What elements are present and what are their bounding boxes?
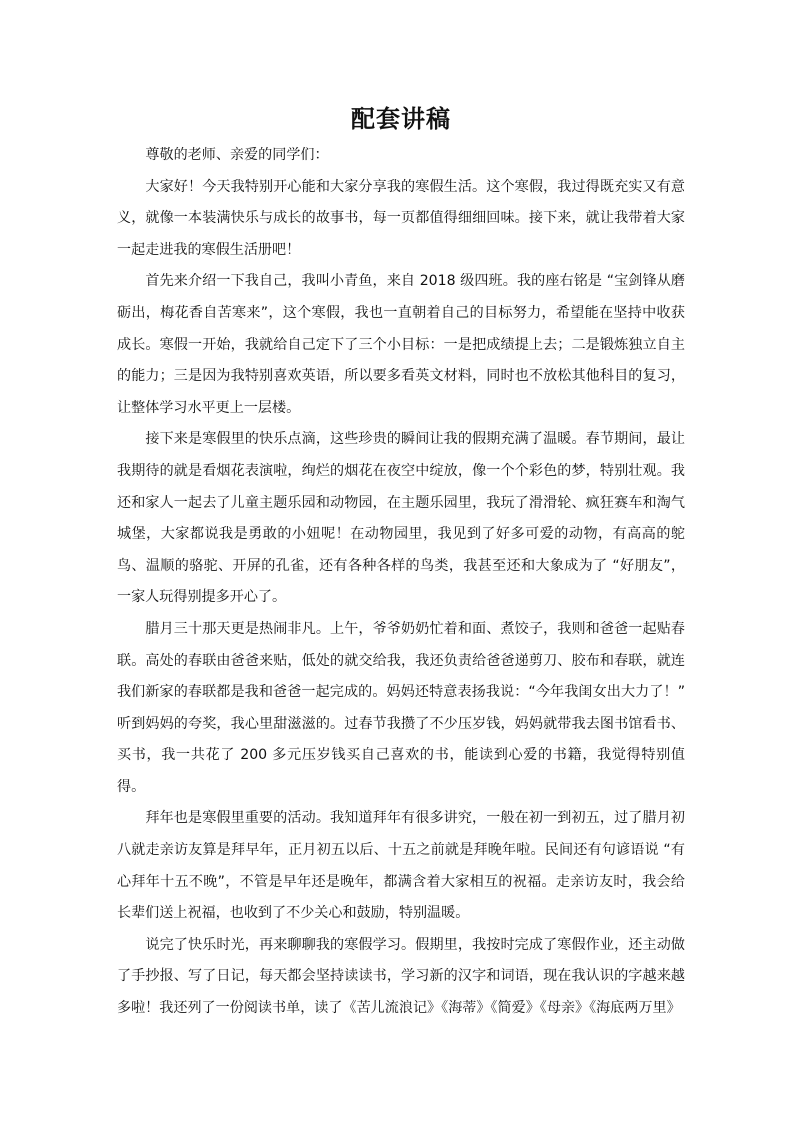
paragraph-self-introduction: 首先来介绍一下我自己，我叫小青鱼，来自 2018 级四班。我的座右铭是 “宝剑锋从磨砺出，梅花香自苦寒来”，这个寒假，我也一直朝着自己的目标努力，希望能在坚持中收获成长。寒假一开始，我就给自己定下了三个小目标：一是把成绩提上去；二是锻炼独立自主的能力；三是因为我特别喜欢英语，所以要多看英文材料，同时也不放松其他科目的复习，让整体学习水平更上一层楼。 (117, 273, 685, 416)
paragraph-new-year-eve: 腊月三十那天更是热闹非凡。上午，爷爷奶奶忙着和面、煮饺子，我则和爸爸一起贴春联。高处的春联由爸爸来贴，低处的就交给我，我还负责给爸爸递剪刀、胶布和春联，就连我们新家的春联都是我和爸爸一起完成的。妈妈还特意表扬我说：“今年我闺女出大力了！” 听到妈妈的夸奖，我心里甜滋滋的。过春节我攒了不少压岁钱，妈妈就带我去图书馆看书、买书，我一共花了 200 多元压岁钱买自己喜欢的书，能读到心爱的书籍，我觉得特别值得。 (117, 620, 685, 795)
document-page (117, 98, 685, 1025)
paragraph-holiday-study: 说完了快乐时光，再来聊聊我的寒假学习。假期里，我按时完成了寒假作业，还主动做了手抄报、写了日记，每天都会坚持读读书，学习新的汉字和词语，现在我认识的字越来越多啦！我还列了一份阅读书单，读了《苦儿流浪记》《海蒂》《简爱》《母亲》《海底两万里》 (117, 936, 685, 1017)
document-title: 配套讲稿 (351, 104, 451, 133)
greeting-line: 尊敬的老师、亲爱的同学们： (145, 147, 329, 163)
paragraph-new-year-visits: 拜年也是寒假里重要的活动。我知道拜年有很多讲究，一般在初一到初五，过了腊月初八就走亲访友算是拜早年，正月初五以后、十五之前就是拜晚年啦。民间还有句谚语说 “有心拜年十五不晚”，不管是早年还是晚年，都满含着大家相互的祝福。走亲访友时，我会给长辈们送上祝福，也收到了不少关心和鼓励，特别温暖。 (117, 810, 685, 922)
paragraph-holiday-fun: 接下来是寒假里的快乐点滴，这些珍贵的瞬间让我的假期充满了温暖。春节期间，最让我期待的就是看烟花表演啦，绚烂的烟花在夜空中绽放，像一个个彩色的梦，特别壮观。我还和家人一起去了儿童主题乐园和动物园，在主题乐园里，我玩了滑滑轮、疯狂赛车和淘气城堡，大家都说我是勇敢的小妞呢！在动物园里，我见到了好多可爱的动物，有高高的鸵鸟、温顺的骆驼、开屏的孔雀，还有各种各样的鸟类，我甚至还和大象成为了 “好朋友”，一家人玩得别提多开心了。 (117, 431, 685, 606)
paragraph-intro: 大家好！今天我特别开心能和大家分享我的寒假生活。这个寒假，我过得既充实又有意义，就像一本装满快乐与成长的故事书，每一页都值得细细回味。接下来，就让我带着大家一起走进我的寒假生活册吧！ (117, 178, 685, 258)
